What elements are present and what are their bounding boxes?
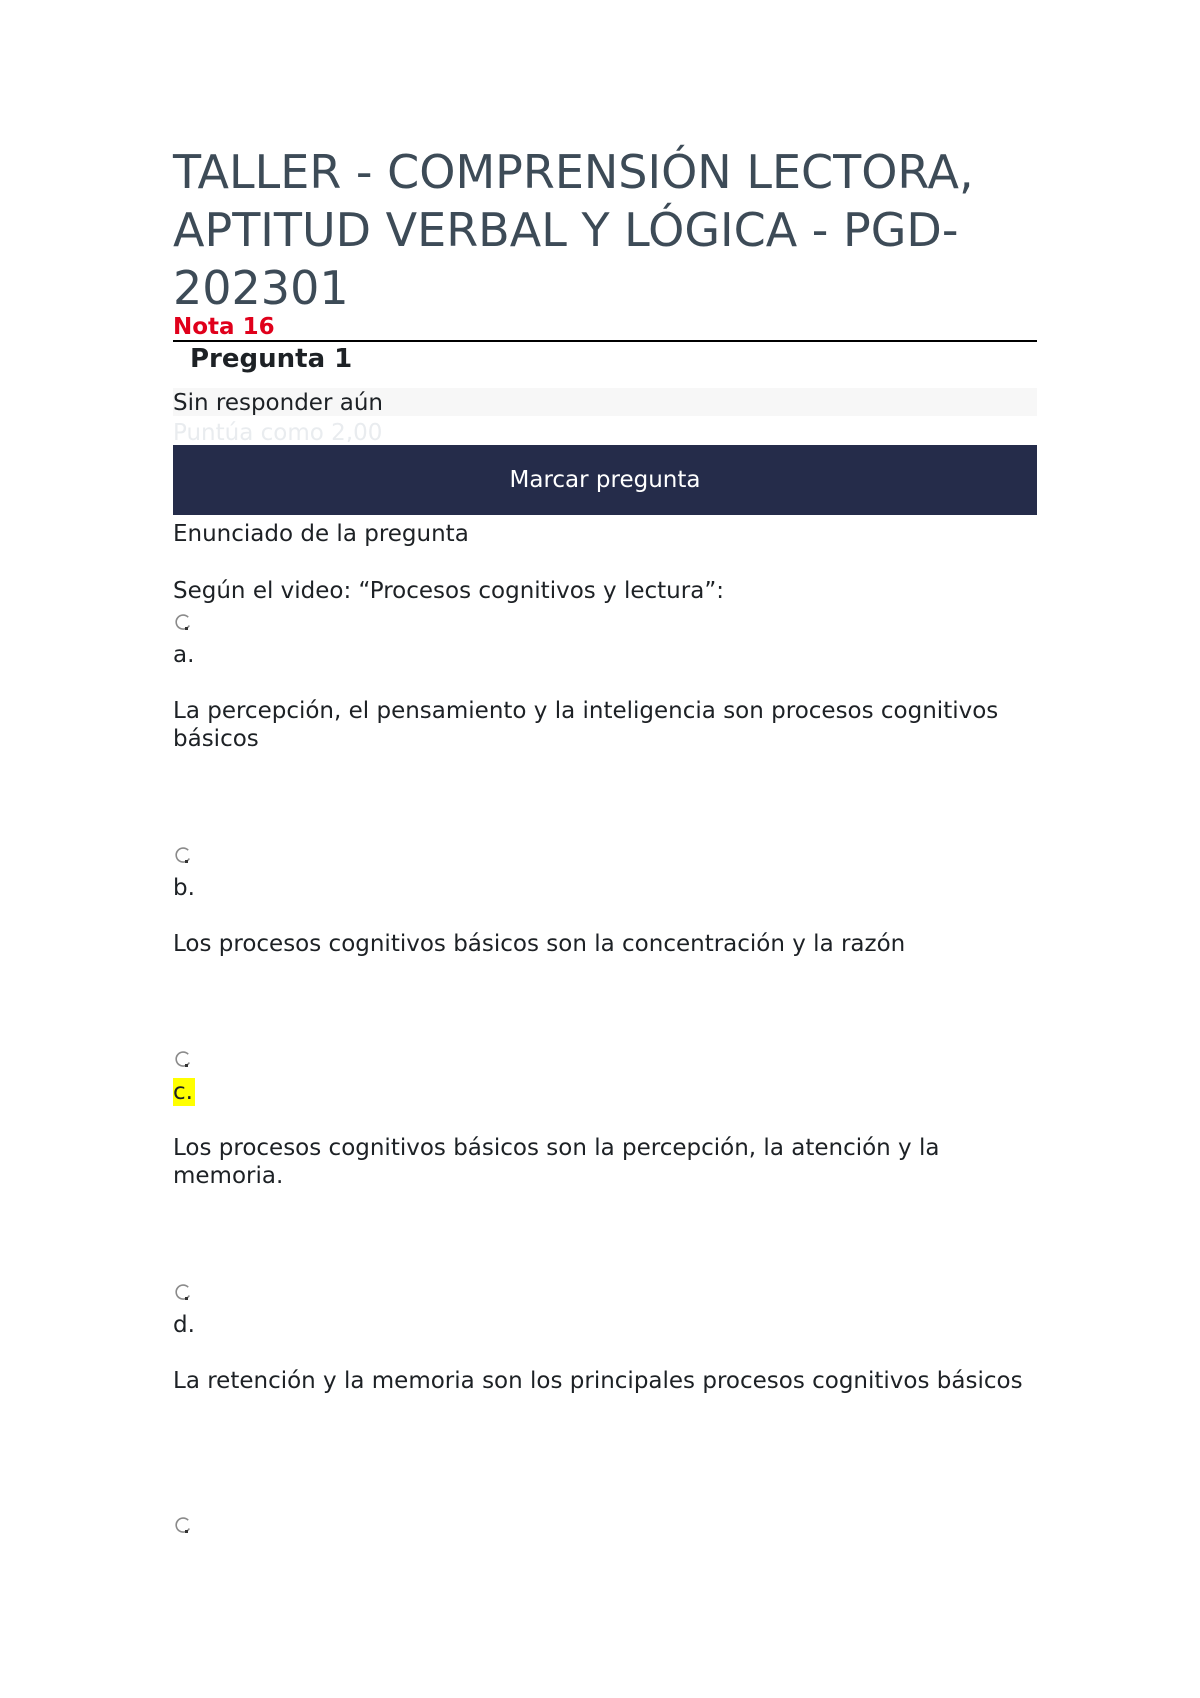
statement-heading: Enunciado de la pregunta	[173, 521, 469, 547]
option-text: Los procesos cognitivos básicos son la percepción, la atención y la memoria.	[173, 1135, 940, 1189]
question-marks: Puntúa como 2,00	[173, 416, 1037, 442]
option-letter: d.	[173, 1312, 195, 1338]
option-text: La retención y la memoria son los principales procesos cognitivos básicos	[173, 1368, 1023, 1394]
radio-icon[interactable]	[174, 1283, 192, 1301]
flag-question-button[interactable]: Marcar pregunta	[173, 445, 1037, 515]
option-text: La percepción, el pensamiento y la inteligencia son procesos cognitivos básicos	[173, 698, 999, 752]
radio-icon[interactable]	[174, 1516, 192, 1534]
radio-icon[interactable]	[174, 1050, 192, 1068]
option-letter-highlighted: c.	[173, 1079, 193, 1105]
question-prompt: Según el video: “Procesos cognitivos y lectura”:	[173, 578, 724, 604]
radio-icon[interactable]	[174, 613, 192, 631]
option-text: Los procesos cognitivos básicos son la concentración y la razón	[173, 931, 906, 957]
question-status: Sin responder aún	[173, 388, 1037, 416]
grade-label: Nota 16	[173, 314, 275, 340]
option-letter: b.	[173, 875, 195, 901]
question-number: Pregunta 1	[190, 344, 353, 374]
option-letter: a.	[173, 642, 195, 668]
page-title: TALLER - COMPRENSIÓN LECTORA, APTITUD VERBAL Y LÓGICA - PGD-202301	[173, 145, 974, 315]
radio-icon[interactable]	[174, 846, 192, 864]
